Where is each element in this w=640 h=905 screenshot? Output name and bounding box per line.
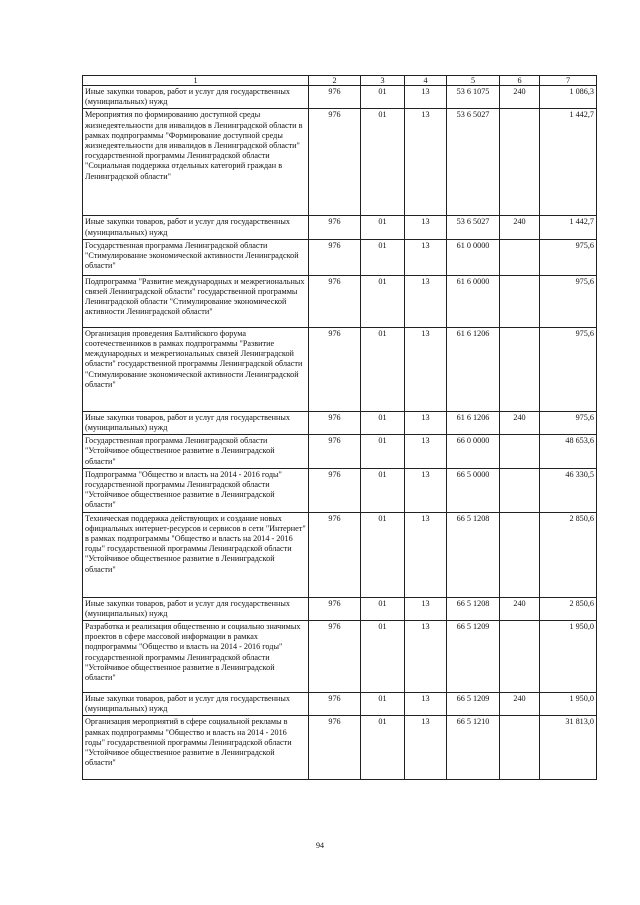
target-article-cell: 61 6 1206	[447, 327, 500, 411]
expense-type-cell	[500, 275, 540, 327]
target-article-cell: 61 0 0000	[447, 239, 500, 275]
amount-cell: 1 086,3	[540, 86, 597, 109]
code-cell: 976	[309, 216, 361, 239]
row-name-cell: Разработка и реализация общественно и социально значимых проектов в сфере массовой информации в рамках подпрограммы "Общество и власть на 2014 - 2016 годы" государственной программы Ленинградской области "Устойчивое общественное развитие в Ленинградской области"	[83, 621, 309, 693]
expense-type-cell	[500, 468, 540, 512]
budget-sheet	[82, 75, 597, 780]
amount-cell: 1 442,7	[540, 109, 597, 216]
table-row	[83, 597, 597, 620]
row-name-cell: Иные закупки товаров, работ и услуг для государственных (муниципальных) нужд	[83, 411, 309, 434]
table-row	[83, 468, 597, 512]
row-name-cell: Иные закупки товаров, работ и услуг для государственных (муниципальных) нужд	[83, 693, 309, 716]
section-cell: 01	[361, 621, 405, 693]
target-article-cell: 66 5 1210	[447, 716, 500, 780]
section-cell: 01	[361, 86, 405, 109]
target-article-cell: 66 5 1208	[447, 597, 500, 620]
table-row	[83, 239, 597, 275]
target-article-cell: 66 5 1209	[447, 693, 500, 716]
section-cell: 01	[361, 109, 405, 216]
target-article-cell: 53 6 5027	[447, 109, 500, 216]
target-article-cell: 61 6 1206	[447, 411, 500, 434]
section-cell: 01	[361, 597, 405, 620]
column-header: 5	[447, 76, 500, 86]
row-name-cell: Подпрограмма "Развитие международных и межрегиональных связей Ленинградской области" государственной программы Ленинградской области "Стимулирование экономической активности Ленинградской области"	[83, 275, 309, 327]
section-cell: 01	[361, 693, 405, 716]
section-cell: 01	[361, 716, 405, 780]
table-row	[83, 693, 597, 716]
page-number: 94	[316, 841, 324, 850]
subsection-cell: 13	[405, 468, 447, 512]
expense-type-cell: 240	[500, 597, 540, 620]
subsection-cell: 13	[405, 411, 447, 434]
code-cell: 976	[309, 86, 361, 109]
row-name-cell: Государственная программа Ленинградской области "Стимулирование экономической активности Ленинградской области"	[83, 239, 309, 275]
expense-type-cell: 240	[500, 86, 540, 109]
table-row	[83, 86, 597, 109]
table-row	[83, 716, 597, 780]
expense-type-cell	[500, 716, 540, 780]
amount-cell: 48 653,6	[540, 435, 597, 469]
amount-cell: 2 850,6	[540, 597, 597, 620]
section-cell: 01	[361, 275, 405, 327]
row-name-cell: Иные закупки товаров, работ и услуг для государственных (муниципальных) нужд	[83, 86, 309, 109]
code-cell: 976	[309, 435, 361, 469]
subsection-cell: 13	[405, 109, 447, 216]
expense-type-cell	[500, 435, 540, 469]
subsection-cell: 13	[405, 216, 447, 239]
amount-cell: 31 813,0	[540, 716, 597, 780]
expense-type-cell: 240	[500, 693, 540, 716]
table-row	[83, 109, 597, 216]
table-row	[83, 512, 597, 597]
amount-cell: 975,6	[540, 327, 597, 411]
table-row	[83, 216, 597, 239]
code-cell: 976	[309, 239, 361, 275]
code-cell: 976	[309, 693, 361, 716]
code-cell: 976	[309, 716, 361, 780]
code-cell: 976	[309, 327, 361, 411]
section-cell: 01	[361, 411, 405, 434]
subsection-cell: 13	[405, 597, 447, 620]
section-cell: 01	[361, 468, 405, 512]
section-cell: 01	[361, 435, 405, 469]
row-name-cell: Иные закупки товаров, работ и услуг для государственных (муниципальных) нужд	[83, 597, 309, 620]
row-name-cell: Организация проведения Балтийского форума соотечественников в рамках подпрограммы "Развитие международных и межрегиональных связей Ленинградской области" государственной программы Ленинградской области "Стимулирование экономической активности Ленинградской области"	[83, 327, 309, 411]
code-cell: 976	[309, 411, 361, 434]
table-row	[83, 411, 597, 434]
expense-type-cell	[500, 109, 540, 216]
subsection-cell: 13	[405, 86, 447, 109]
subsection-cell: 13	[405, 716, 447, 780]
code-cell: 976	[309, 109, 361, 216]
target-article-cell: 61 6 0000	[447, 275, 500, 327]
target-article-cell: 53 6 1075	[447, 86, 500, 109]
expense-type-cell: 240	[500, 216, 540, 239]
subsection-cell: 13	[405, 621, 447, 693]
row-name-cell: Техническая поддержка действующих и создание новых официальных интернет-ресурсов и сервисов в сети "Интернет" в рамках подпрограммы "Общество и власть на 2014 - 2016 годы" государственной программы Ленинградской области "Устойчивое общественное развитие в Ленинградской области"	[83, 512, 309, 597]
expense-type-cell: 240	[500, 411, 540, 434]
target-article-cell: 53 6 5027	[447, 216, 500, 239]
column-header: 1	[83, 76, 309, 86]
column-header: 6	[500, 76, 540, 86]
subsection-cell: 13	[405, 239, 447, 275]
expense-type-cell	[500, 327, 540, 411]
expense-type-cell	[500, 512, 540, 597]
target-article-cell: 66 0 0000	[447, 435, 500, 469]
table-row	[83, 327, 597, 411]
row-name-cell: Мероприятия по формированию доступной среды жизнедеятельности для инвалидов в Ленинградской области в рамках подпрограммы "Формирование доступной среды жизнедеятельности для инвалидов в Ленинградской области" государственной программы Ленинградской области "Социальная поддержка отдельных категорий граждан в Ленинградской области"	[83, 109, 309, 216]
subsection-cell: 13	[405, 435, 447, 469]
code-cell: 976	[309, 468, 361, 512]
subsection-cell: 13	[405, 327, 447, 411]
amount-cell: 1 950,0	[540, 621, 597, 693]
expense-type-cell	[500, 239, 540, 275]
amount-cell: 975,6	[540, 275, 597, 327]
column-header: 4	[405, 76, 447, 86]
column-header: 3	[361, 76, 405, 86]
table-row	[83, 435, 597, 469]
row-name-cell: Государственная программа Ленинградской области "Устойчивое общественное развитие в Ленинградской области"	[83, 435, 309, 469]
subsection-cell: 13	[405, 693, 447, 716]
section-cell: 01	[361, 216, 405, 239]
amount-cell: 1 442,7	[540, 216, 597, 239]
section-cell: 01	[361, 239, 405, 275]
section-cell: 01	[361, 512, 405, 597]
target-article-cell: 66 5 1209	[447, 621, 500, 693]
row-name-cell: Иные закупки товаров, работ и услуг для государственных (муниципальных) нужд	[83, 216, 309, 239]
row-name-cell: Организация мероприятий в сфере социальной рекламы в рамках подпрограммы "Общество и власть на 2014 - 2016 годы" государственной программы Ленинградской области "Устойчивое общественное развитие в Ленинградской области"	[83, 716, 309, 780]
amount-cell: 975,6	[540, 239, 597, 275]
code-cell: 976	[309, 512, 361, 597]
expense-type-cell	[500, 621, 540, 693]
code-cell: 976	[309, 275, 361, 327]
table-row	[83, 275, 597, 327]
amount-cell: 1 950,0	[540, 693, 597, 716]
amount-cell: 46 330,5	[540, 468, 597, 512]
header-row	[83, 76, 597, 86]
subsection-cell: 13	[405, 512, 447, 597]
table-row	[83, 621, 597, 693]
budget-table	[82, 75, 597, 780]
code-cell: 976	[309, 621, 361, 693]
row-name-cell: Подпрограмма "Общество и власть на 2014 - 2016 годы" государственной программы Ленинградской области "Устойчивое общественное развитие в Ленинградской области"	[83, 468, 309, 512]
amount-cell: 2 850,6	[540, 512, 597, 597]
section-cell: 01	[361, 327, 405, 411]
target-article-cell: 66 5 1208	[447, 512, 500, 597]
subsection-cell: 13	[405, 275, 447, 327]
target-article-cell: 66 5 0000	[447, 468, 500, 512]
column-header: 2	[309, 76, 361, 86]
column-header: 7	[540, 76, 597, 86]
code-cell: 976	[309, 597, 361, 620]
amount-cell: 975,6	[540, 411, 597, 434]
